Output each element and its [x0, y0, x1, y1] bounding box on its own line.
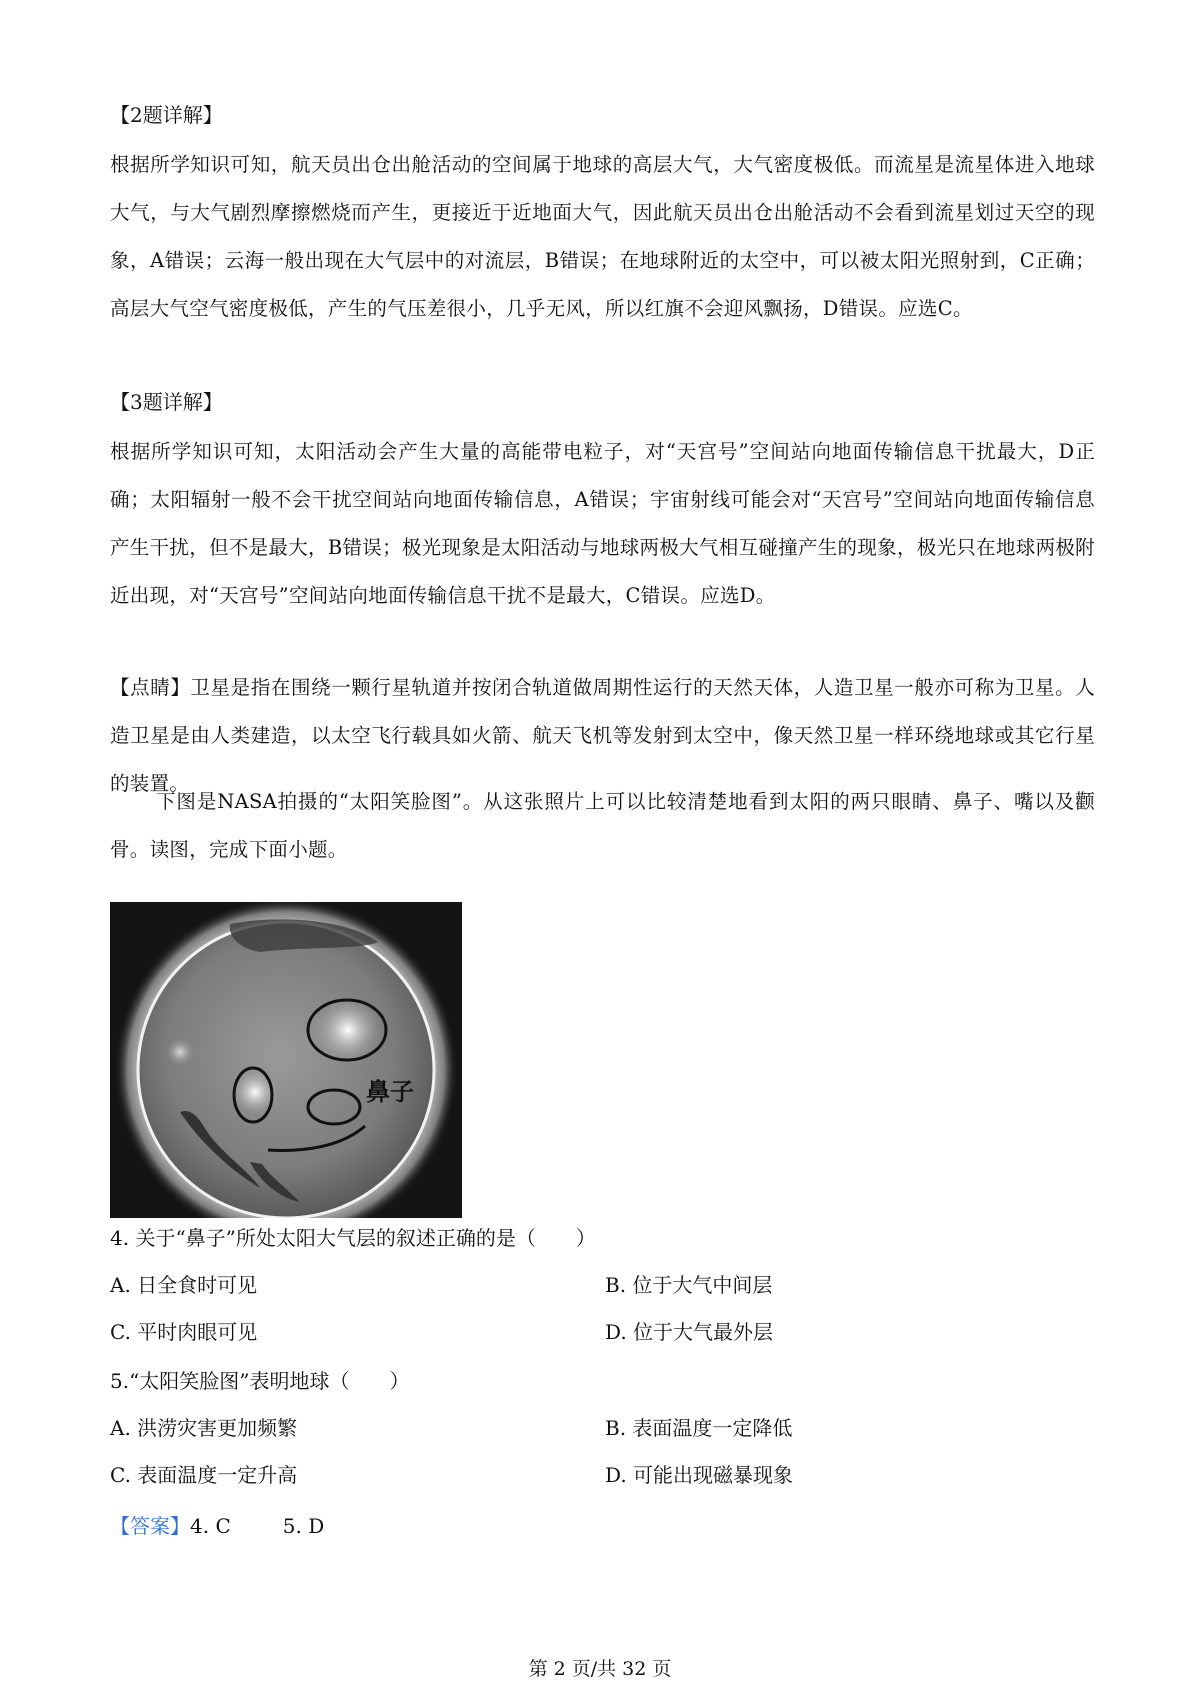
- q4-option-c: C. 平时肉眼可见: [110, 1320, 258, 1344]
- sun-smiley-face-photo: [110, 902, 462, 1218]
- q5-stem: 5.“太阳笑脸图”表明地球（ ）: [110, 1369, 410, 1393]
- q4-option-d: D. 位于大气最外层: [605, 1320, 774, 1344]
- nose-label: 鼻子: [366, 1078, 414, 1106]
- solar-disk: [138, 922, 434, 1218]
- q4-stem: 4. 关于“鼻子”所处太阳大气层的叙述正确的是（ ）: [110, 1226, 596, 1250]
- q2-explanation: 根据所学知识可知，航天员出仓出舱活动的空间属于地球的高层大气，大气密度极低。而流星是流星体进入地球大气，与大气剧烈摩擦燃烧而产生，更接近于近地面大气，因此航天员出仓出舱活动不会看到流星划过天空的现象，A错误；云海一般出现在大气层中的对流层，B错误；在地球附近的太空中，可以被太阳光照射到，C正确；高层大气空气密度极低，产生的气压差很小，几乎无风，所以红旗不会迎风飘扬，D错误。应选C。: [110, 153, 1095, 320]
- answer-q5: 5. D: [282, 1514, 325, 1538]
- q5-option-a: A. 洪涝灾害更加频繁: [110, 1416, 298, 1440]
- q4-option-a: A. 日全食时可见: [110, 1273, 258, 1297]
- page-number-footer: 第 2 页/共 32 页: [528, 1658, 672, 1680]
- intro-paragraph: 下图是NASA拍摄的“太阳笑脸图”。从这张照片上可以比较清楚地看到太阳的两只眼睛、鼻子、嘴以及颧骨。读图，完成下面小题。: [110, 790, 1095, 861]
- q3-heading: 【3题详解】: [110, 390, 223, 414]
- answer-tag: 【答案】: [110, 1514, 190, 1538]
- sun-photo-graphic: [110, 902, 462, 1218]
- q4-option-b: B. 位于大气中间层: [605, 1273, 773, 1297]
- q5-option-d: D. 可能出现磁暴现象: [605, 1463, 794, 1487]
- note-paragraph: 【点睛】卫星是指在围绕一颗行星轨道并按闭合轨道做周期性运行的天然天体，人造卫星一般亦可称为卫星。人造卫星是由人类建造，以太空飞行载具如火箭、航天飞机等发射到太空中，像天然卫星一样环绕地球或其它行星的装置。: [110, 676, 1095, 795]
- q5-option-c: C. 表面温度一定升高: [110, 1463, 298, 1487]
- answer-line: [110, 1512, 324, 1540]
- q3-explanation: 根据所学知识可知，太阳活动会产生大量的高能带电粒子，对“天宫号”空间站向地面传输信息干扰最大，D正确；太阳辐射一般不会干扰空间站向地面传输信息，A错误；宇宙射线可能会对“天宫号”空间站向地面传输信息产生干扰，但不是最大，B错误；极光现象是太阳活动与地球两极大气相互碰撞产生的现象，极光只在地球两极附近出现，对“天宫号”空间站向地面传输信息干扰不是最大，C错误。应选D。: [110, 440, 1095, 607]
- answer-q4: 4. C: [190, 1514, 231, 1538]
- q2-heading: 【2题详解】: [110, 103, 223, 127]
- q5-option-b: B. 表面温度一定降低: [605, 1416, 793, 1440]
